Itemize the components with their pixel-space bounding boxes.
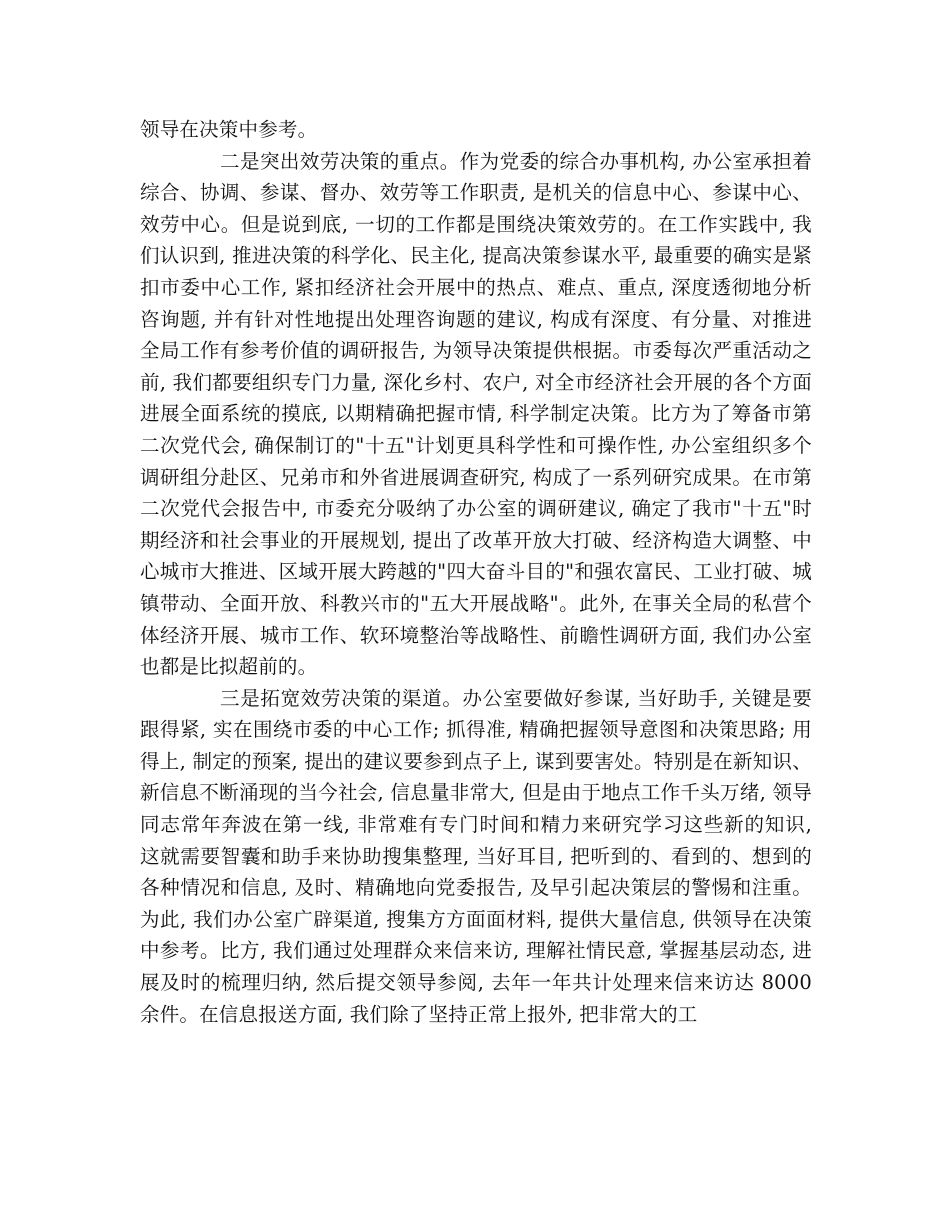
paragraph-2: 二是突出效劳决策的重点。作为党委的综合办事机构, 办公室承担着综合、协调、参谋、督办、效劳等工作职责, 是机关的信息中心、参谋中心、效劳中心。但是说到底, 一切的工作都是围绕决策效劳的。在工作实践中, 我们认识到, 推进决策的科学化、民主化, 提高决策参谋水平, 最重要的确实是紧扣市委中心工作, 紧扣经济社会开展中的热点、难点、重点, 深度透彻地分析咨询题, 并有针对性地提出处理咨询题的建议, 构成有深度、有分量、对推进全局工作有参考价值的调研报告, 为领导决策提供根据。市委每次严重活动之前, 我们都要组织专门力量, 深化乡村、农户, 对全市经济社会开展的各个方面进展全面系统的摸底, 以期精确把握市情, 科学制定决策。比方为了筹备市第二次党代会, 确保制订的"十五"计划更具科学性和可操作性, 办公室组织多个调研组分赴区、兄弟市和外省进展调查研究, 构成了一系列研究成果。在市第二次党代会报告中, 市委充分吸纳了办公室的调研建议, 确定了我市"十五"时期经济和社会事业的开展规划, 提出了改革开放大打破、经济构造大调整、中心城市大推进、区域开展大跨越的"四大奋斗目的"和强农富民、工业打破、城镇带动、全面开放、科教兴市的"五大开展战略"。此外, 在事关全局的私营个体经济开展、城市工作、软环境整治等战略性、前瞻性调研方面, 我们办公室也都是比拟超前的。 [140, 149, 812, 679]
paragraph-3: 三是拓宽效劳决策的渠道。办公室要做好参谋, 当好助手, 关键是要跟得紧, 实在围绕市委的中心工作; 抓得准, 精确把握领导意图和决策思路; 用得上, 制定的预案, 提出的建议要参到点子上, 谋到要害处。特别是在新知识、新信息不断涌现的当今社会, 信息量非常大, 但是由于地点工作千头万绪, 领导同志常年奔波在第一线, 非常难有专门时间和精力来研究学习这些新的知识, 这就需要智囊和助手来协助搜集整理, 当好耳目, 把听到的、看到的、想到的各种情况和信息, 及时、精确地向党委报告, 及早引起决策层的警惕和注重。为此, 我们办公室广辟渠道, 搜集方方面面材料, 提供大量信息, 供领导在决策中参考。比方, 我们通过处理群众来信来访, 理解社情民意, 掌握基层动态, 进展及时的梳理归纳, 然后提交领导参阅, 去年一年共计处理来信来访达 8000 余件。在信息报送方面, 我们除了坚持正常上报外, 把非常大的工 [140, 686, 812, 1026]
document-page [140, 114, 812, 1030]
paragraph-1: 领导在决策中参考。 [140, 118, 318, 141]
